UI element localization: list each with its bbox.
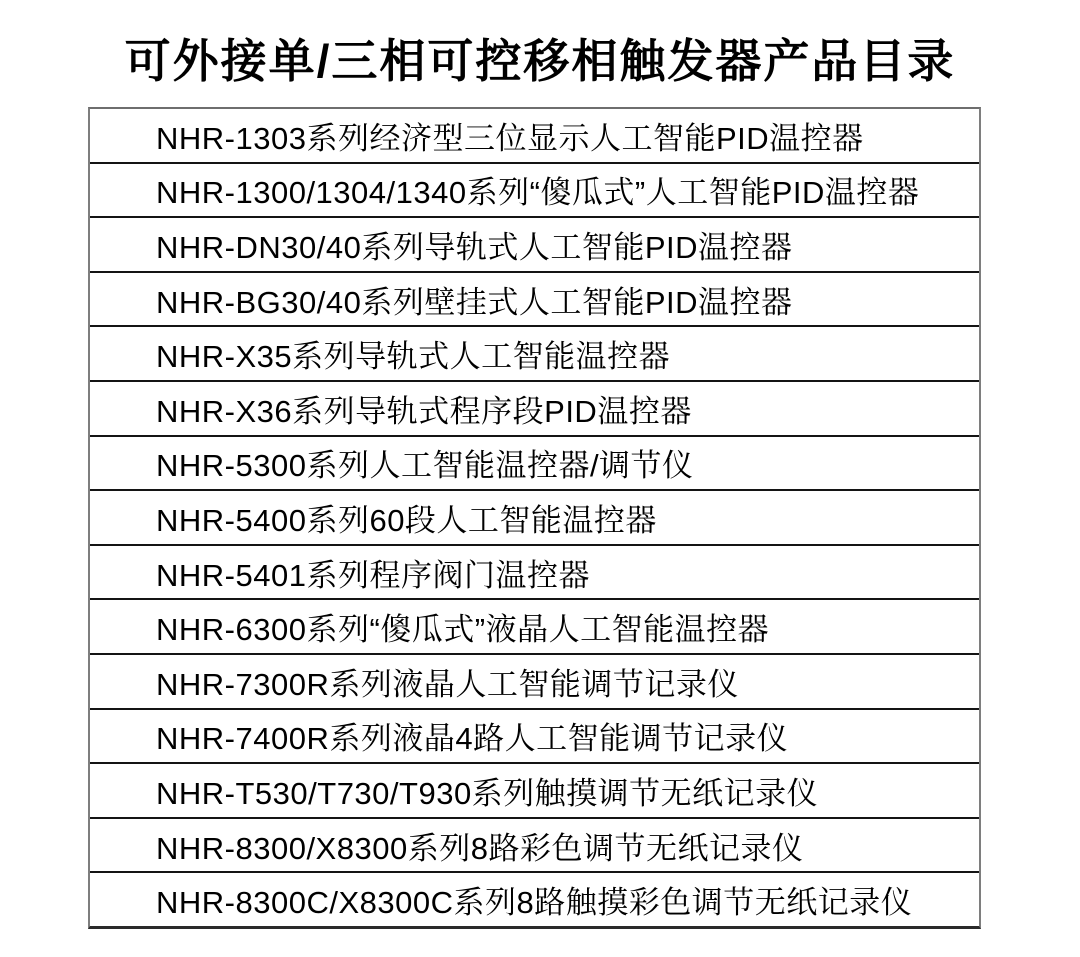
catalog-row: [90, 437, 979, 492]
catalog-row: [90, 710, 979, 765]
product-name: NHR-5300系列人工智能温控器/调节仪: [156, 448, 694, 484]
catalog-row: [90, 764, 979, 819]
product-name: NHR-X35系列导轨式人工智能温控器: [156, 339, 671, 375]
product-name: NHR-5401系列程序阀门温控器: [156, 557, 590, 593]
catalog-row: [90, 164, 979, 219]
catalog-row: [90, 819, 979, 874]
page-title: 可外接单/三相可控移相触发器产品目录: [124, 35, 956, 87]
product-name: NHR-1300/1304/1340系列“傻瓜式”人工智能PID温控器: [156, 175, 920, 211]
catalog-row: [90, 109, 979, 164]
catalog-row: [90, 491, 979, 546]
catalog-row: [90, 600, 979, 655]
catalog-row: [90, 382, 979, 437]
product-name: NHR-8300/X8300系列8路彩色调节无纸记录仪: [156, 830, 804, 866]
product-name: NHR-T530/T730/T930系列触摸调节无纸记录仪: [156, 775, 819, 811]
product-name: NHR-DN30/40系列导轨式人工智能PID温控器: [156, 229, 793, 265]
product-name: NHR-BG30/40系列壁挂式人工智能PID温控器: [156, 284, 793, 320]
catalog-row: [90, 546, 979, 601]
product-name: NHR-6300系列“傻瓜式”液晶人工智能温控器: [156, 612, 770, 648]
catalog-row: [90, 655, 979, 710]
product-name: NHR-7400R系列液晶4路人工智能调节记录仪: [156, 721, 789, 757]
catalog-row: [90, 873, 979, 926]
product-catalog-table: [88, 107, 981, 929]
product-name: NHR-5400系列60段人工智能温控器: [156, 502, 657, 538]
catalog-row: [90, 327, 979, 382]
product-name: NHR-X36系列导轨式程序段PID温控器: [156, 393, 692, 429]
product-name: NHR-8300C/X8300C系列8路触摸彩色调节无纸记录仪: [156, 885, 913, 921]
catalog-row: [90, 273, 979, 328]
catalog-row: [90, 218, 979, 273]
product-name: NHR-7300R系列液晶人工智能调节记录仪: [156, 666, 739, 702]
product-name: NHR-1303系列经济型三位显示人工智能PID温控器: [156, 120, 864, 156]
